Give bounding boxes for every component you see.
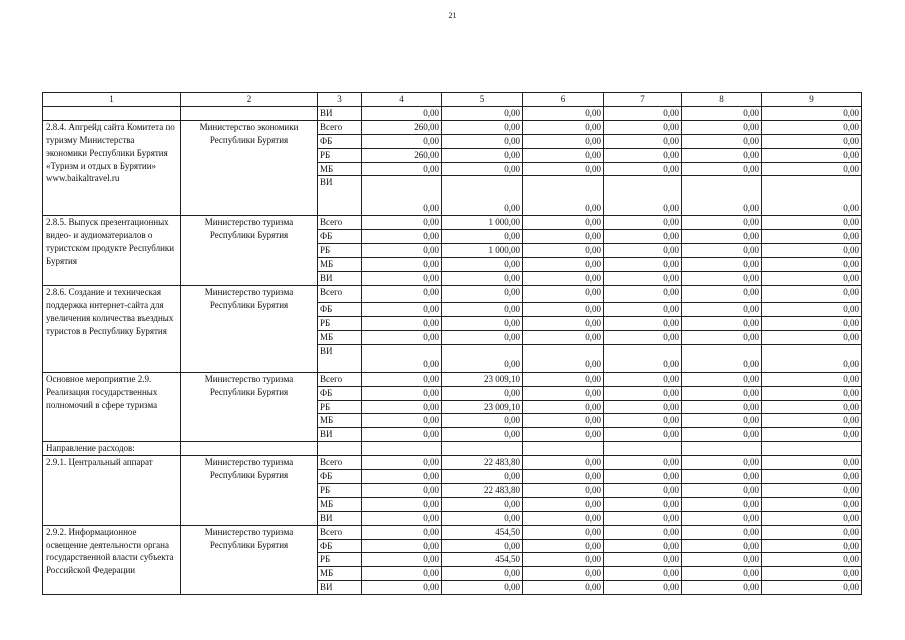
funding-source: ВИ xyxy=(318,581,362,595)
amount-cell: 0,00 xyxy=(604,539,682,553)
amount-cell: 0,00 xyxy=(604,216,682,230)
amount-cell: 0,00 xyxy=(604,302,682,316)
funding-source: МБ xyxy=(318,414,362,428)
amount-cell: 0,00 xyxy=(362,497,442,511)
column-header: 8 xyxy=(682,93,762,107)
amount-cell: 0,00 xyxy=(523,456,604,470)
amount-cell: 0,00 xyxy=(362,285,442,302)
responsible-organization xyxy=(181,106,318,120)
amount-cell: 0,00 xyxy=(604,176,682,216)
amount-cell: 0,00 xyxy=(604,106,682,120)
amount-cell: 0,00 xyxy=(362,272,442,286)
amount-cell: 0,00 xyxy=(762,470,862,484)
amount-cell: 0,00 xyxy=(682,497,762,511)
table-row xyxy=(43,216,862,230)
amount-cell: 0,00 xyxy=(682,456,762,470)
amount-cell: 0,00 xyxy=(362,216,442,230)
amount-cell: 0,00 xyxy=(362,372,442,386)
amount-cell: 0,00 xyxy=(362,344,442,372)
amount-cell: 0,00 xyxy=(442,272,523,286)
amount-cell: 0,00 xyxy=(523,497,604,511)
funding-source: ВИ xyxy=(318,344,362,372)
amount-cell: 0,00 xyxy=(362,106,442,120)
amount-cell: 0,00 xyxy=(523,148,604,162)
amount-cell: 0,00 xyxy=(362,302,442,316)
budget-table xyxy=(42,92,862,595)
amount-cell: 0,00 xyxy=(362,553,442,567)
responsible-organization: Министерство экономики Республики Бурятия xyxy=(181,120,318,216)
column-header: 2 xyxy=(181,93,318,107)
funding-source: МБ xyxy=(318,567,362,581)
amount-cell: 0,00 xyxy=(604,258,682,272)
amount-cell: 0,00 xyxy=(523,525,604,539)
amount-cell: 0,00 xyxy=(682,414,762,428)
funding-source: Всего xyxy=(318,285,362,302)
amount-cell: 0,00 xyxy=(523,553,604,567)
amount-cell: 0,00 xyxy=(523,230,604,244)
amount-cell: 0,00 xyxy=(682,148,762,162)
funding-source: Всего xyxy=(318,216,362,230)
amount-cell: 0,00 xyxy=(604,120,682,134)
amount-cell: 0,00 xyxy=(762,285,862,302)
amount-cell: 0,00 xyxy=(362,258,442,272)
amount-cell: 0,00 xyxy=(523,162,604,176)
amount-cell: 0,00 xyxy=(362,456,442,470)
amount-cell: 454,50 xyxy=(442,525,523,539)
amount-cell: 0,00 xyxy=(362,330,442,344)
amount-cell: 0,00 xyxy=(523,272,604,286)
funding-source: Всего xyxy=(318,456,362,470)
amount-cell: 0,00 xyxy=(442,581,523,595)
page-number: 21 xyxy=(448,11,457,20)
amount-cell: 0,00 xyxy=(762,483,862,497)
amount-cell: 0,00 xyxy=(523,176,604,216)
amount-cell: 0,00 xyxy=(762,581,862,595)
amount-cell: 0,00 xyxy=(523,483,604,497)
amount-cell: 0,00 xyxy=(682,483,762,497)
amount-cell: 0,00 xyxy=(523,244,604,258)
amount-cell: 0,00 xyxy=(523,511,604,525)
funding-source: МБ xyxy=(318,497,362,511)
column-header: 5 xyxy=(442,93,523,107)
amount-cell: 0,00 xyxy=(362,176,442,216)
funding-source: ВИ xyxy=(318,272,362,286)
empty-cell xyxy=(442,442,523,456)
amount-cell: 0,00 xyxy=(362,511,442,525)
amount-cell: 0,00 xyxy=(523,316,604,330)
amount-cell: 22 483,80 xyxy=(442,483,523,497)
amount-cell: 0,00 xyxy=(442,148,523,162)
funding-source: ВИ xyxy=(318,511,362,525)
amount-cell: 0,00 xyxy=(442,511,523,525)
column-header: 1 xyxy=(43,93,181,107)
table-row xyxy=(43,120,862,134)
amount-cell: 0,00 xyxy=(762,400,862,414)
amount-cell: 260,00 xyxy=(362,148,442,162)
funding-source: РБ xyxy=(318,553,362,567)
amount-cell: 0,00 xyxy=(362,386,442,400)
amount-cell: 0,00 xyxy=(442,316,523,330)
amount-cell: 0,00 xyxy=(362,316,442,330)
amount-cell: 0,00 xyxy=(362,244,442,258)
responsible-organization: Министерство туризма Республики Бурятия xyxy=(181,456,318,526)
amount-cell: 0,00 xyxy=(682,511,762,525)
amount-cell: 0,00 xyxy=(362,567,442,581)
table-body xyxy=(43,93,862,595)
column-header: 4 xyxy=(362,93,442,107)
amount-cell: 1 000,00 xyxy=(442,216,523,230)
amount-cell: 0,00 xyxy=(442,386,523,400)
amount-cell: 0,00 xyxy=(682,553,762,567)
responsible-organization: Министерство туризма Республики Бурятия xyxy=(181,216,318,286)
amount-cell: 0,00 xyxy=(762,567,862,581)
funding-source: Всего xyxy=(318,372,362,386)
amount-cell: 0,00 xyxy=(442,258,523,272)
amount-cell: 23 009,10 xyxy=(442,400,523,414)
amount-cell: 22 483,80 xyxy=(442,456,523,470)
amount-cell: 0,00 xyxy=(762,176,862,216)
amount-cell: 0,00 xyxy=(362,414,442,428)
amount-cell: 0,00 xyxy=(442,162,523,176)
funding-source: МБ xyxy=(318,258,362,272)
table-row xyxy=(43,525,862,539)
amount-cell: 0,00 xyxy=(442,176,523,216)
amount-cell: 0,00 xyxy=(762,428,862,442)
amount-cell: 0,00 xyxy=(604,400,682,414)
amount-cell: 0,00 xyxy=(682,134,762,148)
amount-cell: 0,00 xyxy=(682,372,762,386)
amount-cell: 0,00 xyxy=(604,316,682,330)
amount-cell: 0,00 xyxy=(682,344,762,372)
amount-cell: 0,00 xyxy=(604,511,682,525)
amount-cell: 0,00 xyxy=(523,216,604,230)
amount-cell: 0,00 xyxy=(682,539,762,553)
amount-cell: 0,00 xyxy=(682,216,762,230)
amount-cell: 0,00 xyxy=(604,285,682,302)
amount-cell: 0,00 xyxy=(682,230,762,244)
amount-cell: 0,00 xyxy=(442,230,523,244)
amount-cell: 0,00 xyxy=(762,230,862,244)
amount-cell: 0,00 xyxy=(762,244,862,258)
amount-cell: 0,00 xyxy=(523,414,604,428)
section-row xyxy=(43,442,862,456)
amount-cell: 0,00 xyxy=(442,302,523,316)
amount-cell: 0,00 xyxy=(762,386,862,400)
amount-cell: 0,00 xyxy=(442,539,523,553)
table-row xyxy=(43,372,862,386)
amount-cell: 0,00 xyxy=(442,428,523,442)
column-header: 9 xyxy=(762,93,862,107)
amount-cell: 0,00 xyxy=(362,400,442,414)
amount-cell: 0,00 xyxy=(362,162,442,176)
amount-cell: 0,00 xyxy=(604,428,682,442)
amount-cell: 0,00 xyxy=(604,567,682,581)
amount-cell: 0,00 xyxy=(604,456,682,470)
amount-cell: 0,00 xyxy=(523,386,604,400)
amount-cell: 0,00 xyxy=(762,553,862,567)
amount-cell: 0,00 xyxy=(523,372,604,386)
amount-cell: 0,00 xyxy=(604,272,682,286)
amount-cell: 0,00 xyxy=(682,400,762,414)
amount-cell: 0,00 xyxy=(762,162,862,176)
funding-source: МБ xyxy=(318,330,362,344)
amount-cell: 454,50 xyxy=(442,553,523,567)
amount-cell: 0,00 xyxy=(442,134,523,148)
amount-cell: 0,00 xyxy=(523,539,604,553)
amount-cell: 0,00 xyxy=(523,302,604,316)
amount-cell: 0,00 xyxy=(523,330,604,344)
activity-description: 2.9.2. Информационное освещение деятельности органа государственной власти субъекта Российской Федерации xyxy=(43,525,181,595)
amount-cell: 1 000,00 xyxy=(442,244,523,258)
amount-cell: 0,00 xyxy=(362,539,442,553)
amount-cell: 0,00 xyxy=(762,316,862,330)
amount-cell: 0,00 xyxy=(762,134,862,148)
amount-cell: 0,00 xyxy=(362,525,442,539)
amount-cell: 0,00 xyxy=(762,511,862,525)
amount-cell: 260,00 xyxy=(362,120,442,134)
amount-cell: 0,00 xyxy=(604,414,682,428)
amount-cell: 0,00 xyxy=(682,106,762,120)
amount-cell: 0,00 xyxy=(442,497,523,511)
amount-cell: 0,00 xyxy=(442,120,523,134)
amount-cell: 0,00 xyxy=(362,134,442,148)
responsible-organization: Министерство туризма Республики Бурятия xyxy=(181,285,318,372)
amount-cell: 0,00 xyxy=(523,428,604,442)
amount-cell: 0,00 xyxy=(442,106,523,120)
amount-cell: 0,00 xyxy=(604,497,682,511)
activity-description: 2.8.6. Создание и техническая поддержка интернет-сайта для увеличения количества въездных туристов в Республику Бурятия xyxy=(43,285,181,372)
table-row xyxy=(43,285,862,302)
amount-cell: 0,00 xyxy=(442,344,523,372)
funding-source: РБ xyxy=(318,244,362,258)
amount-cell: 0,00 xyxy=(604,148,682,162)
activity-description: 2.8.5. Выпуск презентационных видео- и аудиоматериалов о туристском продукте Республики Бурятия xyxy=(43,216,181,286)
amount-cell: 0,00 xyxy=(523,344,604,372)
amount-cell: 0,00 xyxy=(762,120,862,134)
amount-cell: 0,00 xyxy=(604,134,682,148)
funding-source: ВИ xyxy=(318,106,362,120)
table-row xyxy=(43,456,862,470)
funding-source: ФБ xyxy=(318,386,362,400)
amount-cell: 0,00 xyxy=(762,302,862,316)
activity-description: Основное мероприятие 2.9. Реализация государственных полномочий в сфере туризма xyxy=(43,372,181,442)
amount-cell: 0,00 xyxy=(362,230,442,244)
empty-cell xyxy=(523,442,604,456)
amount-cell: 0,00 xyxy=(442,470,523,484)
amount-cell: 0,00 xyxy=(682,567,762,581)
responsible-organization: Министерство туризма Республики Бурятия xyxy=(181,372,318,442)
amount-cell: 0,00 xyxy=(523,120,604,134)
amount-cell: 0,00 xyxy=(604,372,682,386)
amount-cell: 0,00 xyxy=(523,106,604,120)
amount-cell: 0,00 xyxy=(682,176,762,216)
amount-cell: 0,00 xyxy=(523,470,604,484)
amount-cell: 0,00 xyxy=(604,470,682,484)
activity-description: 2.8.4. Апгрейд сайта Комитета по туризму Министерства экономики Республики Бурятия «Туризм и отдых в Бурятии» www.baikaltravel.ru xyxy=(43,120,181,216)
amount-cell: 0,00 xyxy=(362,581,442,595)
column-number-row xyxy=(43,93,862,107)
responsible-organization: Министерство туризма Республики Бурятия xyxy=(181,525,318,595)
amount-cell: 0,00 xyxy=(682,120,762,134)
funding-source: РБ xyxy=(318,483,362,497)
activity-description: 2.9.1. Центральный аппарат xyxy=(43,456,181,526)
amount-cell: 0,00 xyxy=(604,162,682,176)
amount-cell: 0,00 xyxy=(682,470,762,484)
amount-cell: 0,00 xyxy=(362,428,442,442)
amount-cell: 0,00 xyxy=(682,258,762,272)
funding-source: ФБ xyxy=(318,230,362,244)
funding-source: РБ xyxy=(318,400,362,414)
funding-source: РБ xyxy=(318,148,362,162)
amount-cell: 0,00 xyxy=(604,525,682,539)
amount-cell: 0,00 xyxy=(523,567,604,581)
empty-cell xyxy=(682,442,762,456)
amount-cell: 0,00 xyxy=(762,372,862,386)
column-header: 3 xyxy=(318,93,362,107)
funding-source: ВИ xyxy=(318,176,362,216)
amount-cell: 0,00 xyxy=(523,258,604,272)
empty-cell xyxy=(181,442,318,456)
funding-source: МБ xyxy=(318,162,362,176)
empty-cell xyxy=(604,442,682,456)
amount-cell: 0,00 xyxy=(604,244,682,258)
amount-cell: 0,00 xyxy=(604,581,682,595)
funding-source: ФБ xyxy=(318,134,362,148)
funding-source: РБ xyxy=(318,316,362,330)
amount-cell: 0,00 xyxy=(604,553,682,567)
amount-cell: 0,00 xyxy=(762,272,862,286)
empty-cell xyxy=(318,442,362,456)
amount-cell: 0,00 xyxy=(762,148,862,162)
amount-cell: 0,00 xyxy=(682,244,762,258)
funding-source: Всего xyxy=(318,525,362,539)
amount-cell: 0,00 xyxy=(523,400,604,414)
empty-cell xyxy=(762,442,862,456)
empty-cell xyxy=(362,442,442,456)
amount-cell: 0,00 xyxy=(604,330,682,344)
amount-cell: 0,00 xyxy=(682,302,762,316)
amount-cell: 0,00 xyxy=(442,567,523,581)
amount-cell: 0,00 xyxy=(762,497,862,511)
amount-cell: 23 009,10 xyxy=(442,372,523,386)
funding-source: ВИ xyxy=(318,428,362,442)
amount-cell: 0,00 xyxy=(682,162,762,176)
column-header: 7 xyxy=(604,93,682,107)
amount-cell: 0,00 xyxy=(604,386,682,400)
amount-cell: 0,00 xyxy=(442,414,523,428)
amount-cell: 0,00 xyxy=(762,216,862,230)
amount-cell: 0,00 xyxy=(762,344,862,372)
amount-cell: 0,00 xyxy=(682,386,762,400)
amount-cell: 0,00 xyxy=(762,330,862,344)
amount-cell: 0,00 xyxy=(682,330,762,344)
amount-cell: 0,00 xyxy=(523,134,604,148)
amount-cell: 0,00 xyxy=(762,106,862,120)
amount-cell: 0,00 xyxy=(682,428,762,442)
amount-cell: 0,00 xyxy=(604,230,682,244)
amount-cell: 0,00 xyxy=(762,414,862,428)
amount-cell: 0,00 xyxy=(523,581,604,595)
amount-cell: 0,00 xyxy=(762,525,862,539)
amount-cell: 0,00 xyxy=(682,525,762,539)
amount-cell: 0,00 xyxy=(682,285,762,302)
amount-cell: 0,00 xyxy=(604,483,682,497)
activity-description xyxy=(43,106,181,120)
funding-source: Всего xyxy=(318,120,362,134)
funding-source: ФБ xyxy=(318,302,362,316)
table-row xyxy=(43,106,862,120)
amount-cell: 0,00 xyxy=(442,330,523,344)
amount-cell: 0,00 xyxy=(762,539,862,553)
funding-source: ФБ xyxy=(318,470,362,484)
amount-cell: 0,00 xyxy=(682,316,762,330)
amount-cell: 0,00 xyxy=(523,285,604,302)
funding-source: ФБ xyxy=(318,539,362,553)
amount-cell: 0,00 xyxy=(362,470,442,484)
amount-cell: 0,00 xyxy=(442,285,523,302)
amount-cell: 0,00 xyxy=(762,456,862,470)
amount-cell: 0,00 xyxy=(682,272,762,286)
amount-cell: 0,00 xyxy=(682,581,762,595)
section-label: Направление расходов: xyxy=(43,442,181,456)
amount-cell: 0,00 xyxy=(362,483,442,497)
column-header: 6 xyxy=(523,93,604,107)
amount-cell: 0,00 xyxy=(762,258,862,272)
amount-cell: 0,00 xyxy=(604,344,682,372)
